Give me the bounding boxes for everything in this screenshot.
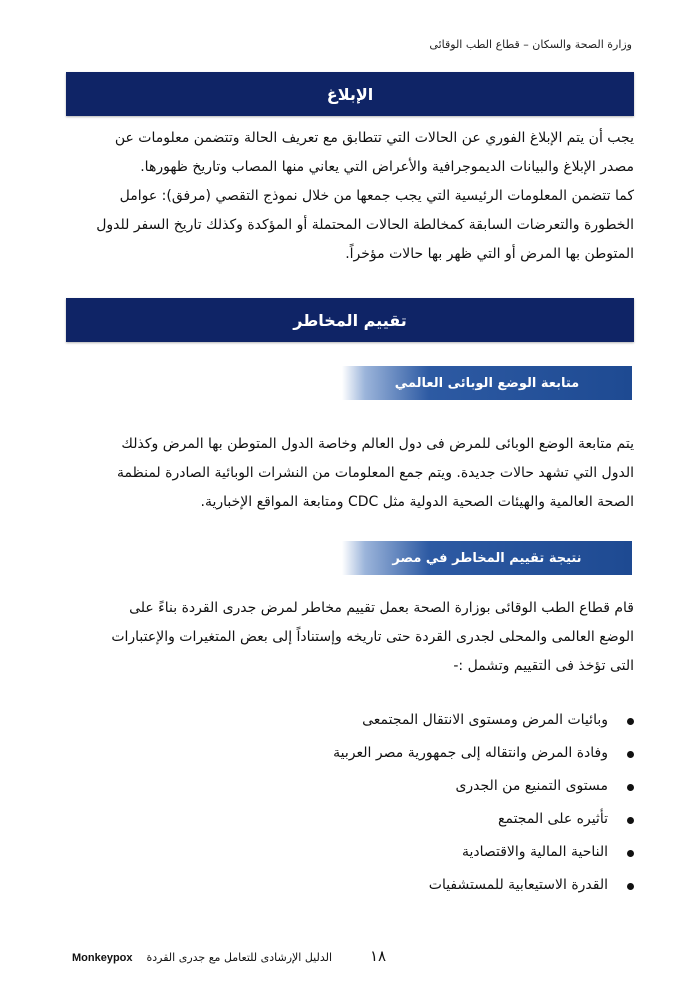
bullet-icon (627, 850, 634, 857)
paragraph-line: الوضع العالمى والمحلى لجدرى القردة حتى تاريخه وإستناداً إلى بعض المتغيرات والإعتبارات (111, 629, 634, 645)
bullet-icon (627, 784, 634, 791)
page-footer (72, 951, 332, 964)
paragraph-line: مصدر الإبلاغ والبيانات الديموجرافية والأعراض التي يعاني منها المصاب وتاريخ ظهورها. (140, 159, 634, 175)
paragraph-line: الصحة العالمية والهيئات الصحية الدولية مثل CDC ومتابعة المواقع الإخبارية. (200, 494, 634, 510)
bullet-icon (627, 751, 634, 758)
page-header: وزارة الصحة والسكان – قطاع الطب الوقائى (429, 38, 632, 51)
paragraph-line: قام قطاع الطب الوقائى بوزارة الصحة بعمل تقييم مخاطر لمرض جدرى القردة بناءً على (129, 600, 634, 616)
list-item: وبائيات المرض ومستوى الانتقال المجتمعى (194, 704, 634, 737)
global-monitoring-paragraph (66, 430, 634, 517)
list-item: مستوى التمنيع من الجدرى (194, 770, 634, 803)
section-title-risk-assessment: تقييم المخاطر (66, 298, 634, 342)
paragraph-line: التى تؤخذ فى التقييم وتشمل :- (453, 658, 634, 674)
bullet-icon (627, 883, 634, 890)
paragraph-line: يجب أن يتم الإبلاغ الفوري عن الحالات التي تتطابق مع تعريف الحالة وتتضمن معلومات عن (114, 130, 634, 146)
paragraph-line: يتم متابعة الوضع الوبائى للمرض فى دول العالم وخاصة الدول المتوطن بها المرض وكذلك (121, 436, 634, 452)
page-number: ١٨ (370, 947, 387, 965)
list-item: القدرة الاستيعابية للمستشفيات (194, 869, 634, 902)
bullet-icon (627, 718, 634, 725)
paragraph-line: الدول التي تشهد حالات جديدة. ويتم جمع المعلومات من النشرات الوبائية الصادرة لمنظمة (117, 465, 634, 481)
egypt-risk-paragraph (66, 594, 634, 681)
bullet-icon (627, 817, 634, 824)
list-item: تأثيره على المجتمع (194, 803, 634, 836)
list-item: وفادة المرض وانتقاله إلى جمهورية مصر العربية (194, 737, 634, 770)
footer-brand: Monkeypox (72, 952, 133, 964)
assessment-criteria-list (194, 704, 634, 902)
paragraph-line: الخطورة والتعرضات السابقة كمخالطة الحالات المحتملة أو المؤكدة وكذلك تاريخ السفر للدول (96, 217, 634, 233)
section-title-reporting: الإبلاغ (66, 72, 634, 116)
subheading-global-monitoring: متابعة الوضع الوبائى العالمي (342, 366, 632, 400)
footer-title: الدليل الإرشادى للتعامل مع جدرى القردة (146, 951, 333, 964)
list-item: الناحية المالية والاقتصادية (194, 836, 634, 869)
paragraph-line: المتوطن بها المرض أو التي ظهر بها حالات مؤخراً. (345, 246, 634, 262)
subheading-egypt-risk-result: نتيجة تقييم المخاطر في مصر (342, 541, 632, 575)
reporting-paragraph (66, 124, 634, 269)
paragraph-line: كما تتضمن المعلومات الرئيسية التي يجب جمعها من خلال نموذج التقصي (مرفق): عوامل (119, 188, 634, 204)
